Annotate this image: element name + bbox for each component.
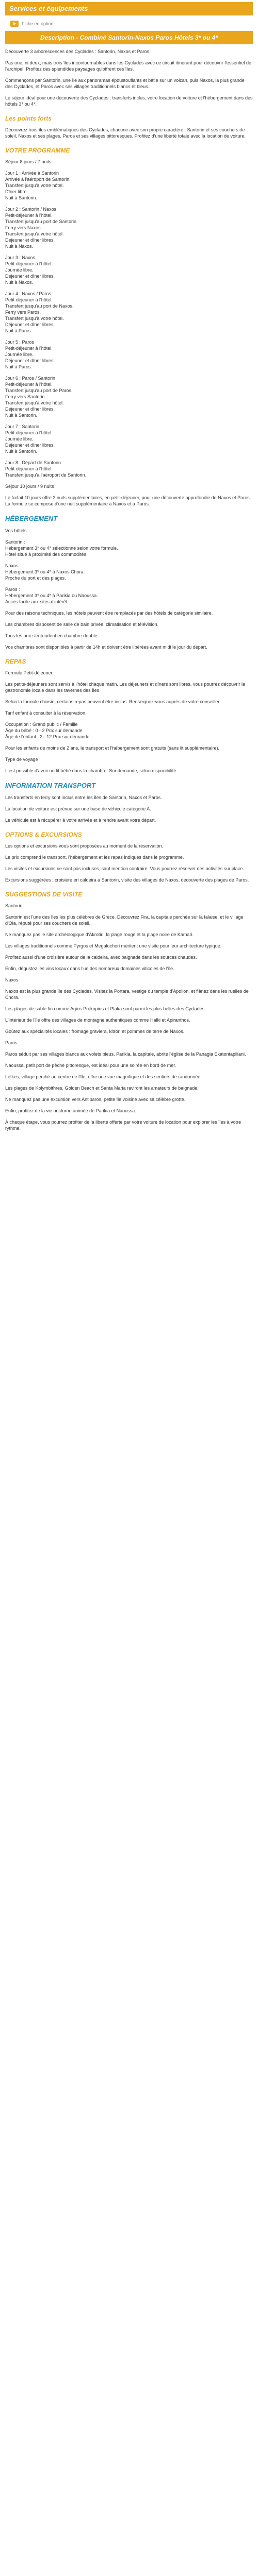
hebergement-santorin-label: Santorin : <box>5 539 25 545</box>
programme-day-line: Petit-déjeuner à l'hôtel. <box>5 466 53 471</box>
intro-section <box>5 48 253 107</box>
transport-paragraph: Le véhicule est à récupérer à votre arrivée et à rendre avant votre départ. <box>5 818 156 823</box>
suggestions-paragraph: Ne manquez pas le site archéologique d'Akrotiri, la plage rouge et la plage noire de Kamari. <box>5 932 194 937</box>
suggestions-paragraph: Lefkes, village perché au centre de l'île, offre une vue magnifique et des sentiers de randonnée. <box>5 1074 202 1079</box>
programme-day-line: Déjeuner et dîner libres. <box>5 406 55 412</box>
programme-note-2: Le forfait 10 jours offre 2 nuits supplémentaires, en petit-déjeuner, pour une découverte approfondie de Naxos et Paros. La formule se compose d'une nuit supplémentaire à Naxos et à Paros. <box>5 495 251 506</box>
hebergement-santorin <box>5 539 253 557</box>
repas-paragraph: Selon la formule choisie, certains repas peuvent être inclus. Renseignez-vous auprès de votre conseiller. <box>5 699 221 704</box>
repas-tag: Âge du bébé : 0 - 2 Prix sur demande <box>5 728 83 733</box>
options-title: OPTIONS & EXCURSIONS <box>5 831 82 838</box>
description-title: Description - Combiné Santorin-Naxos Paros Hôtels 3* ou 4* <box>40 34 218 41</box>
description-title-bar <box>5 31 253 44</box>
programme-day-line: Transfert jusqu'au port de Santorin. <box>5 219 78 224</box>
transport-paragraph: La location de voiture est prévue sur une base de véhicule catégorie A. <box>5 806 151 811</box>
points-forts-title: Les points forts <box>5 115 52 122</box>
programme-day-title: Jour 3 : Naxos <box>5 255 36 260</box>
programme-day-line: Ferry vers Santorin. <box>5 394 46 399</box>
hebergement-naxos-label: Naxos : <box>5 563 21 568</box>
programme-title: VOTRE PROGRAMME <box>5 147 70 154</box>
programme-day-line: Déjeuner et dîner libres. <box>5 322 55 327</box>
options-paragraph: Excursions suggérées : croisière en caldeira à Santorin, visite des villages de Naxos, découverte des plages de Paros. <box>5 877 249 883</box>
repas-title: REPAS <box>5 658 26 665</box>
programme-day-line: Transfert jusqu'à votre hôtel. <box>5 231 64 236</box>
suggestions-paragraph: Les plages de Kolymbithres, Golden Beach et Santa Maria raviront les amateurs de baignade. <box>5 1086 199 1091</box>
transport-title: INFORMATION TRANSPORT <box>5 782 96 789</box>
programme-day-line: Petit-déjeuner à l'hôtel. <box>5 297 53 302</box>
hebergement-paragraph: Pour des raisons techniques, les hôtels peuvent être remplacés par des hôtels de catégorie similaire. <box>5 611 213 616</box>
programme-day-title: Jour 6 : Paros / Santorin <box>5 376 56 381</box>
programme-day-line: Arrivée à l'aéroport de Santorin. <box>5 177 71 182</box>
suggestions-paragraph: Profitez aussi d'une croisière autour de la caldeira, avec baignade dans les sources chaudes. <box>5 955 197 960</box>
programme-day-line: Transfert jusqu'à votre hôtel. <box>5 400 64 405</box>
suggestions-paragraph: À chaque étape, vous pourrez profiter de la liberté offerte par votre voiture de location pour explorer les îles à votre rythme. <box>5 1120 241 1131</box>
programme-day <box>5 460 253 478</box>
hebergement-title: HÉBERGEMENT <box>5 515 58 522</box>
programme-day-title: Jour 5 : Paros <box>5 340 35 345</box>
services-title-bar <box>5 2 253 15</box>
programme-day-title: Jour 4 : Naxos / Paros <box>5 291 52 296</box>
repas-tags <box>5 721 253 740</box>
hebergement-paragraph: Vos chambres sont disponibles à partir de 14h et doivent être libérées avant midi le jour du départ. <box>5 645 207 650</box>
programme-day-line: Transfert jusqu'au port de Naxos. <box>5 303 74 309</box>
programme-day-line: Transfert jusqu'à votre hôtel. <box>5 316 64 321</box>
programme-day-line: Nuit à Santorin. <box>5 449 38 454</box>
suggestions-heading-paros: Paros <box>5 1040 18 1045</box>
points-forts-text: Découvrez trois îles emblématiques des Cyclades, chacune avec son propre caractère : Santorin et ses couchers de soleil, Naxos et ses plages, Paros et ses villages pittoresques. Profitez d'une liberté totale avec la location de voiture. <box>5 127 246 139</box>
hebergement-paros-line: Accès facile aux sites d'intérêt. <box>5 599 69 604</box>
suggestions-paragraph: Santorin est l'une des îles les plus célèbres de Grèce. Découvrez Fira, la capitale perchée sur la falaise, et le village d'Oia, réputé pour ses couchers de soleil. <box>5 914 244 926</box>
hebergement-paragraph: Tous les prix s'entendent en chambre double. <box>5 633 99 638</box>
transport-paragraph: Les transferts en ferry sont inclus entre les îles de Santorin, Naxos et Paros. <box>5 795 162 800</box>
suggestions-paragraph: Les plages de sable fin comme Agios Prokopios et Plaka sont parmi les plus belles des Cyclades. <box>5 1006 206 1011</box>
programme-day-line: Petit-déjeuner à l'hôtel. <box>5 382 53 387</box>
programme-day-line: Petit-déjeuner à l'hôtel. <box>5 430 53 435</box>
programme-day-line: Transfert jusqu'au port de Paros. <box>5 388 73 393</box>
programme-day-line: Nuit à Paros. <box>5 364 33 369</box>
repas-type: Type de voyage <box>5 757 38 762</box>
programme-day <box>5 291 253 334</box>
video-play-icon <box>10 21 19 27</box>
programme-day <box>5 206 253 249</box>
intro-paragraph-4: Le séjour idéal pour une découverte des Cyclades : transferts inclus, votre location de voiture et l'hébergement dans des hôtels 3* ou 4*. <box>5 95 253 107</box>
suggestions-paragraph: Naoussa, petit port de pêche pittoresque, est idéal pour une soirée en bord de mer. <box>5 1063 176 1068</box>
suggestions-paragraph: L'intérieur de l'île offre des villages de montagne authentiques comme Halki et Apiranthos. <box>5 1018 190 1023</box>
hebergement-subtitle: Vos hôtels <box>5 528 27 533</box>
programme-day-line: Déjeuner et dîner libres. <box>5 274 55 279</box>
hebergement-santorin-line: Hôtel situé à proximité des commodités. <box>5 552 88 557</box>
programme-day-line: Petit-déjeuner à l'hôtel. <box>5 346 53 351</box>
programme-day-line: Nuit à Santorin. <box>5 413 38 418</box>
suggestions-paragraph: Enfin, profitez de la vie nocturne animée de Parikia et Naoussa. <box>5 1108 136 1113</box>
hebergement-naxos-line: Hébergement 3* ou 4* à Naxos Chora. <box>5 569 85 574</box>
programme-day-line: Nuit à Santorin. <box>5 195 38 200</box>
programme-day <box>5 170 253 201</box>
programme-day-line: Journée libre. <box>5 267 34 273</box>
programme-note-1: Séjour 10 jours / 9 nuits <box>5 484 54 489</box>
suggestions-heading-naxos: Naxos <box>5 977 19 982</box>
programme-day-title: Jour 2 : Santorin / Naxos <box>5 207 57 212</box>
programme-day <box>5 339 253 370</box>
repas-tag: Âge de l'enfant : 2 - 12 Prix sur demande <box>5 734 90 739</box>
programme-day-line: Journée libre. <box>5 352 34 357</box>
programme-day-line: Dîner libre. <box>5 189 28 194</box>
programme-day-line: Déjeuner et dîner libres. <box>5 238 55 243</box>
hebergement-naxos-line: Proche du port et des plages. <box>5 575 66 581</box>
hebergement-paros-line: Hébergement 3* ou 4* à Parikia ou Naoussa. <box>5 593 98 598</box>
hebergement-paragraph: Les chambres disposent de salle de bain privée, climatisation et télévision. <box>5 622 159 627</box>
hebergement-paros <box>5 586 253 605</box>
programme-day-line: Ferry vers Naxos. <box>5 225 42 230</box>
options-paragraph: Les options et excursions vous sont proposées au moment de la réservation. <box>5 843 164 849</box>
suggestions-paragraph: Goûtez aux spécialités locales : fromage graviera, kitron et pommes de terre de Naxos. <box>5 1029 185 1034</box>
programme-day <box>5 375 253 418</box>
programme-day-line: Journée libre. <box>5 436 34 442</box>
programme-day-line: Déjeuner et dîner libres. <box>5 443 55 448</box>
video-label: Fiche en option <box>22 21 54 26</box>
programme-day-line: Nuit à Paros. <box>5 328 33 333</box>
programme-day-line: Déjeuner et dîner libres. <box>5 358 55 363</box>
repas-paragraph: Les petits-déjeuners sont servis à l'hôtel chaque matin. Les déjeuners et dîners sont libres, vous pourrez découvrir la gastronomie locale dans les tavernes des îles. <box>5 682 245 693</box>
programme-day <box>5 423 253 454</box>
video-link[interactable] <box>10 21 253 27</box>
services-title: Services et équipements <box>9 5 88 12</box>
programme-day-line: Petit-déjeuner à l'hôtel. <box>5 261 53 266</box>
programme-day-line: Transfert jusqu'à l'aéroport de Santorin. <box>5 472 87 478</box>
programme-day-line: Nuit à Naxos. <box>5 280 34 285</box>
repas-paragraph: Tarif enfant à consulter à la réservation. <box>5 710 87 716</box>
programme-day-line: Petit-déjeuner à l'hôtel. <box>5 213 53 218</box>
programme-day-title: Jour 8 : Départ de Santorin <box>5 460 61 465</box>
programme-day-line: Ferry vers Paros. <box>5 310 41 315</box>
suggestions-paragraph: Ne manquez pas une excursion vers Antiparos, petite île voisine avec sa célèbre grotte. <box>5 1097 186 1102</box>
repas-paragraph: Il est possible d'avoir un lit bébé dans la chambre. Sur demande, selon disponibilité. <box>5 768 178 773</box>
hebergement-santorin-line: Hébergement 3* ou 4* sélectionné selon votre formule. <box>5 546 118 551</box>
intro-paragraph-1: Découverte 3 arborescences des Cyclades : Santorin, Naxos et Paros. <box>5 49 151 54</box>
repas-tag: Occupation : Grand public / Famille <box>5 722 78 727</box>
repas-paragraph: Formule Petit-déjeuner. <box>5 670 54 675</box>
suggestions-paragraph: Naxos est la plus grande île des Cyclades. Visitez la Portara, vestige du temple d'Apollon, et flânez dans les ruelles de Chora. <box>5 989 249 1000</box>
programme-subtitle: Séjour 8 jours / 7 nuits <box>5 159 52 164</box>
hebergement-naxos <box>5 563 253 581</box>
options-paragraph: Les visites et excursions ne sont pas incluses, sauf mention contraire. Vous pourrez réserver des activités sur place. <box>5 866 244 871</box>
hebergement-paros-label: Paros : <box>5 587 20 592</box>
suggestions-title: SUGGESTIONS DE VISITE <box>5 891 83 898</box>
options-paragraph: Le prix comprend le transport, l'hébergement et les repas indiqués dans le programme. <box>5 855 184 860</box>
suggestions-paragraph: Enfin, dégustez les vins locaux dans l'un des nombreux domaines viticoles de l'île. <box>5 966 174 971</box>
repas-paragraph: Pour les enfants de moins de 2 ans, le transport et l'hébergement sont gratuits (sans lit supplémentaire). <box>5 745 219 751</box>
suggestions-heading-santorin: Santorin <box>5 903 23 908</box>
suggestions-paragraph: Les villages traditionnels comme Pyrgos et Megalochori méritent une visite pour leur architecture typique. <box>5 943 222 948</box>
programme-day-line: Transfert jusqu'à votre hôtel. <box>5 183 64 188</box>
programme-day-line: Nuit à Naxos. <box>5 244 34 249</box>
suggestions-paragraph: Paros séduit par ses villages blancs aux volets bleus. Parikia, la capitale, abrite l'église de la Panagia Ekatontapiliani. <box>5 1052 246 1057</box>
intro-paragraph-2: Pas une, ni deux, mais trois îles incontournables dans les Cyclades avec ce circuit itinérant pour découvrir l'essentiel de l'archipel. Profitez des splendides paysages qu'offrent ces îles. <box>5 60 251 72</box>
programme-day <box>5 255 253 285</box>
intro-paragraph-3: Commençons par Santorin, une île aux panoramas époustouflants et bâtie sur un volcan, puis Naxos, la plus grande des Cyclades, et Paros avec ses villages traditionnels blancs et bleus. <box>5 78 245 89</box>
programme-day-title: Jour 7 : Santorin <box>5 424 40 429</box>
programme-day-title: Jour 1 : Arrivée à Santorin <box>5 171 59 176</box>
programme-days <box>5 170 253 478</box>
